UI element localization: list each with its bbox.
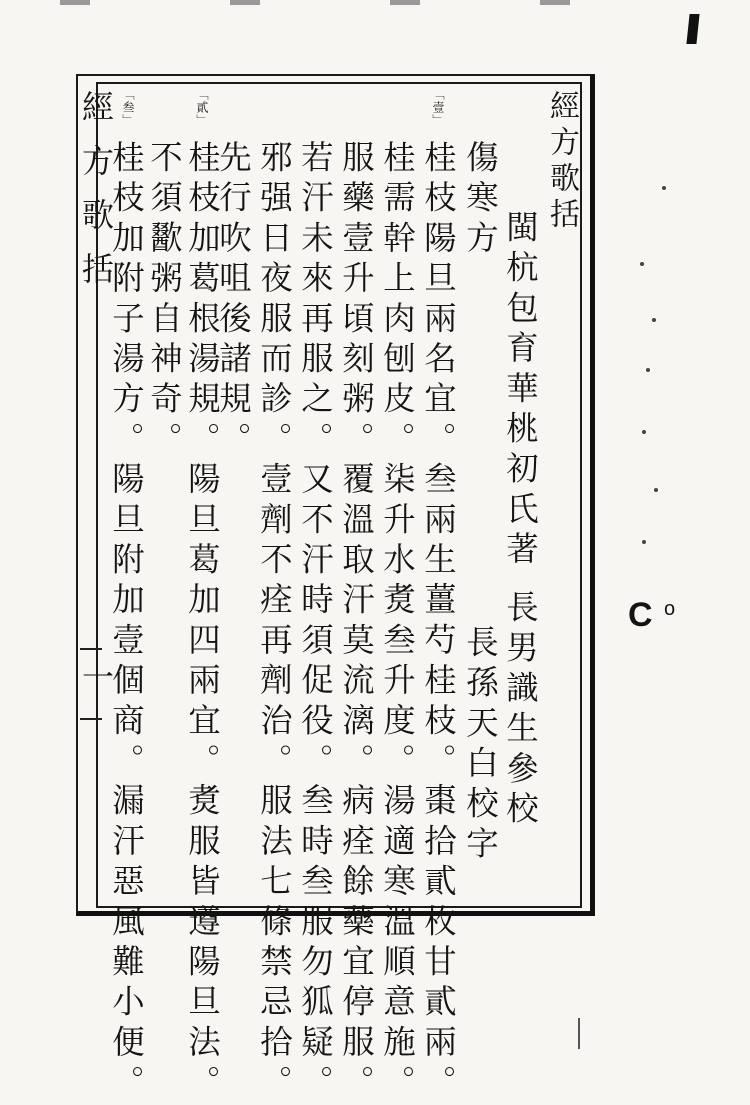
gutter-line <box>578 1018 580 1049</box>
speck <box>640 262 644 266</box>
speck <box>642 430 646 434</box>
stray-mark-o: o <box>664 598 676 620</box>
body-column-1: 桂枝陽旦兩名宜。叁兩生薑芍桂枝。棗拾貳枚甘貳兩。 <box>419 140 458 1105</box>
proofreader-line-2: 長孫天白校字 <box>461 625 500 867</box>
body-column-4: 若汗未來再服之。又不汗時須促役。叁時叁服勿狐疑。 <box>296 140 335 1105</box>
section-heading: 傷寒方 <box>461 140 500 261</box>
margin-title: 經方歌括 <box>77 90 115 306</box>
stray-mark-c: C <box>628 596 653 634</box>
body-column-2: 桂需幹上肉刨皮。柒升水煑叁升度。湯適寒溫順意施。 <box>378 140 417 1105</box>
speck <box>654 488 658 492</box>
folio-rule-bottom <box>80 718 102 720</box>
entry-marker-3: 「叁」 <box>121 88 135 127</box>
body-column-7: 桂枝加葛根湯規。陽旦葛加四兩宜。煑服皆遵陽旦法。 <box>183 140 222 1105</box>
book-title: 經方歌括 <box>544 90 579 234</box>
body-column-5: 邪强日夜服而診。壹劑不痊再劑治。服法七條禁忌拾。 <box>255 140 294 1105</box>
speck <box>652 318 656 322</box>
entry-marker-2: 「貳」 <box>195 88 209 127</box>
proofreader-line-1: 長男識生參校 <box>501 590 540 832</box>
folio-number: 一 <box>77 660 115 714</box>
speck <box>646 368 650 372</box>
body-column-6: 先行吹咀後諸規。 <box>214 140 253 462</box>
speck <box>642 540 646 544</box>
folio-rule-top <box>80 648 102 650</box>
body-column-3: 服藥壹升頃刻粥。覆溫取汗莫流漓。病痊餘藥宜停服。 <box>337 140 376 1105</box>
speck <box>662 186 666 190</box>
top-edge-marks <box>0 0 750 8</box>
entry-marker-1: 「壹」 <box>431 88 445 127</box>
body-column-8: 不須歠粥自神奇。 <box>145 140 184 462</box>
corner-ink-mark <box>686 14 699 44</box>
body-column-9: 桂枝加附子湯方。陽旦附加壹個商。漏汗惡風難小便。 <box>107 140 146 1105</box>
author-line: 閩杭包育華桃初氏著 <box>501 210 540 572</box>
